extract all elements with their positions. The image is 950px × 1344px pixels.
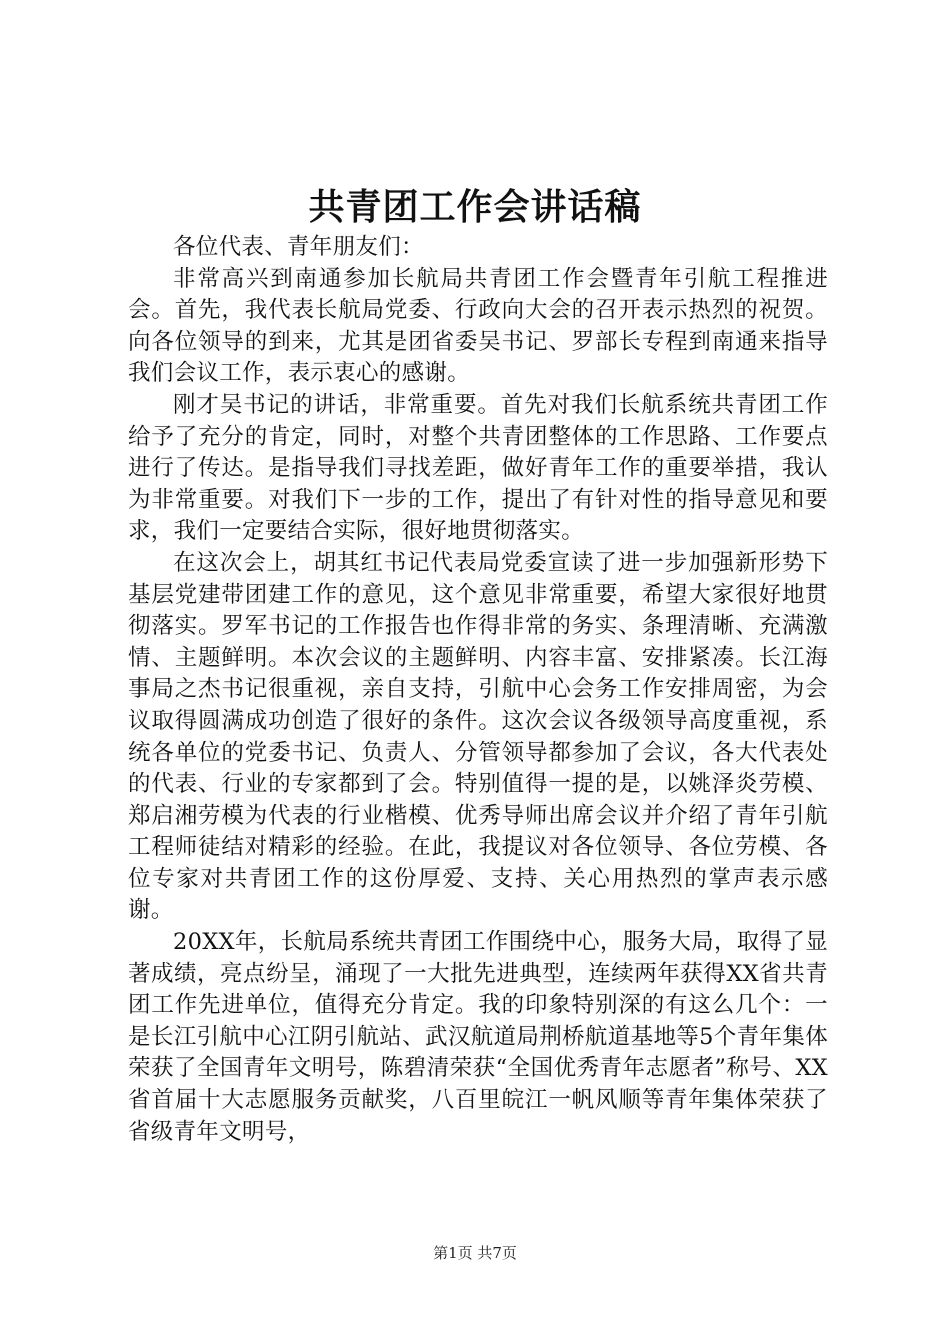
paragraph-4: 20XX年，长航局系统共青团工作围绕中心，服务大局，取得了显著成绩，亮点纷呈，涌现了一大批先进典型，连续两年获得XX省共青团工作先进单位，值得充分肯定。我的印象特别深的有这么几个：一是长江引航中心江阴引航站、武汉航道局荆桥航道基地等5个青年集体荣获了全国青年文明号，陈碧清荣获“全国优秀青年志愿者”称号、XX省首届十大志愿服务贡献奖，八百里皖江一帆风顺等青年集体荣获了省级青年文明号， — [128, 929, 828, 1145]
paragraph-2: 刚才吴书记的讲话，非常重要。首先对我们长航系统共青团工作给予了充分的肯定，同时，对整个共青团整体的工作思路、工作要点进行了传达。是指导我们寻找差距，做好青年工作的重要举措，我认为非常重要。对我们下一步的工作，提出了有针对性的指导意见和要求，我们一定要结合实际，很好地贯彻落实。 — [128, 391, 828, 545]
paragraph-1: 非常高兴到南通参加长航局共青团工作会暨青年引航工程推进会。首先，我代表长航局党委、行政向大会的召开表示热烈的祝贺。向各位领导的到来，尤其是团省委吴书记、罗部长专程到南通来指导我们会议工作，表示衷心的感谢。 — [128, 265, 828, 387]
document-title: 共青团工作会讲话稿 — [308, 186, 642, 228]
document-body — [128, 232, 828, 1148]
salutation: 各位代表、青年朋友们： — [173, 234, 424, 260]
page-footer: 第1页 共7页 — [433, 1244, 517, 1262]
paragraph-3: 在这次会上，胡其红书记代表局党委宣读了进一步加强新形势下基层党建带团建工作的意见，这个意见非常重要，希望大家很好地贯彻落实。罗军书记的工作报告也作得非常的务实、条理清晰、充满激情、主题鲜明。本次会议的主题鲜明、内容丰富、安排紧凑。长江海事局之杰书记很重视，亲自支持，引航中心会务工作安排周密，为会议取得圆满成功创造了很好的条件。这次会议各级领导高度重视，系统各单位的党委书记、负责人、分管领导都参加了会议，各大代表处的代表、行业的专家都到了会。特别值得一提的是，以姚泽炎劳模、郑启湘劳模为代表的行业楷模、优秀导师出席会议并介绍了青年引航工程师徒结对精彩的经验。在此，我提议对各位领导、各位劳模、各位专家对共青团工作的这份厚爱、支持、关心用热烈的掌声表示感谢。 — [128, 549, 828, 924]
